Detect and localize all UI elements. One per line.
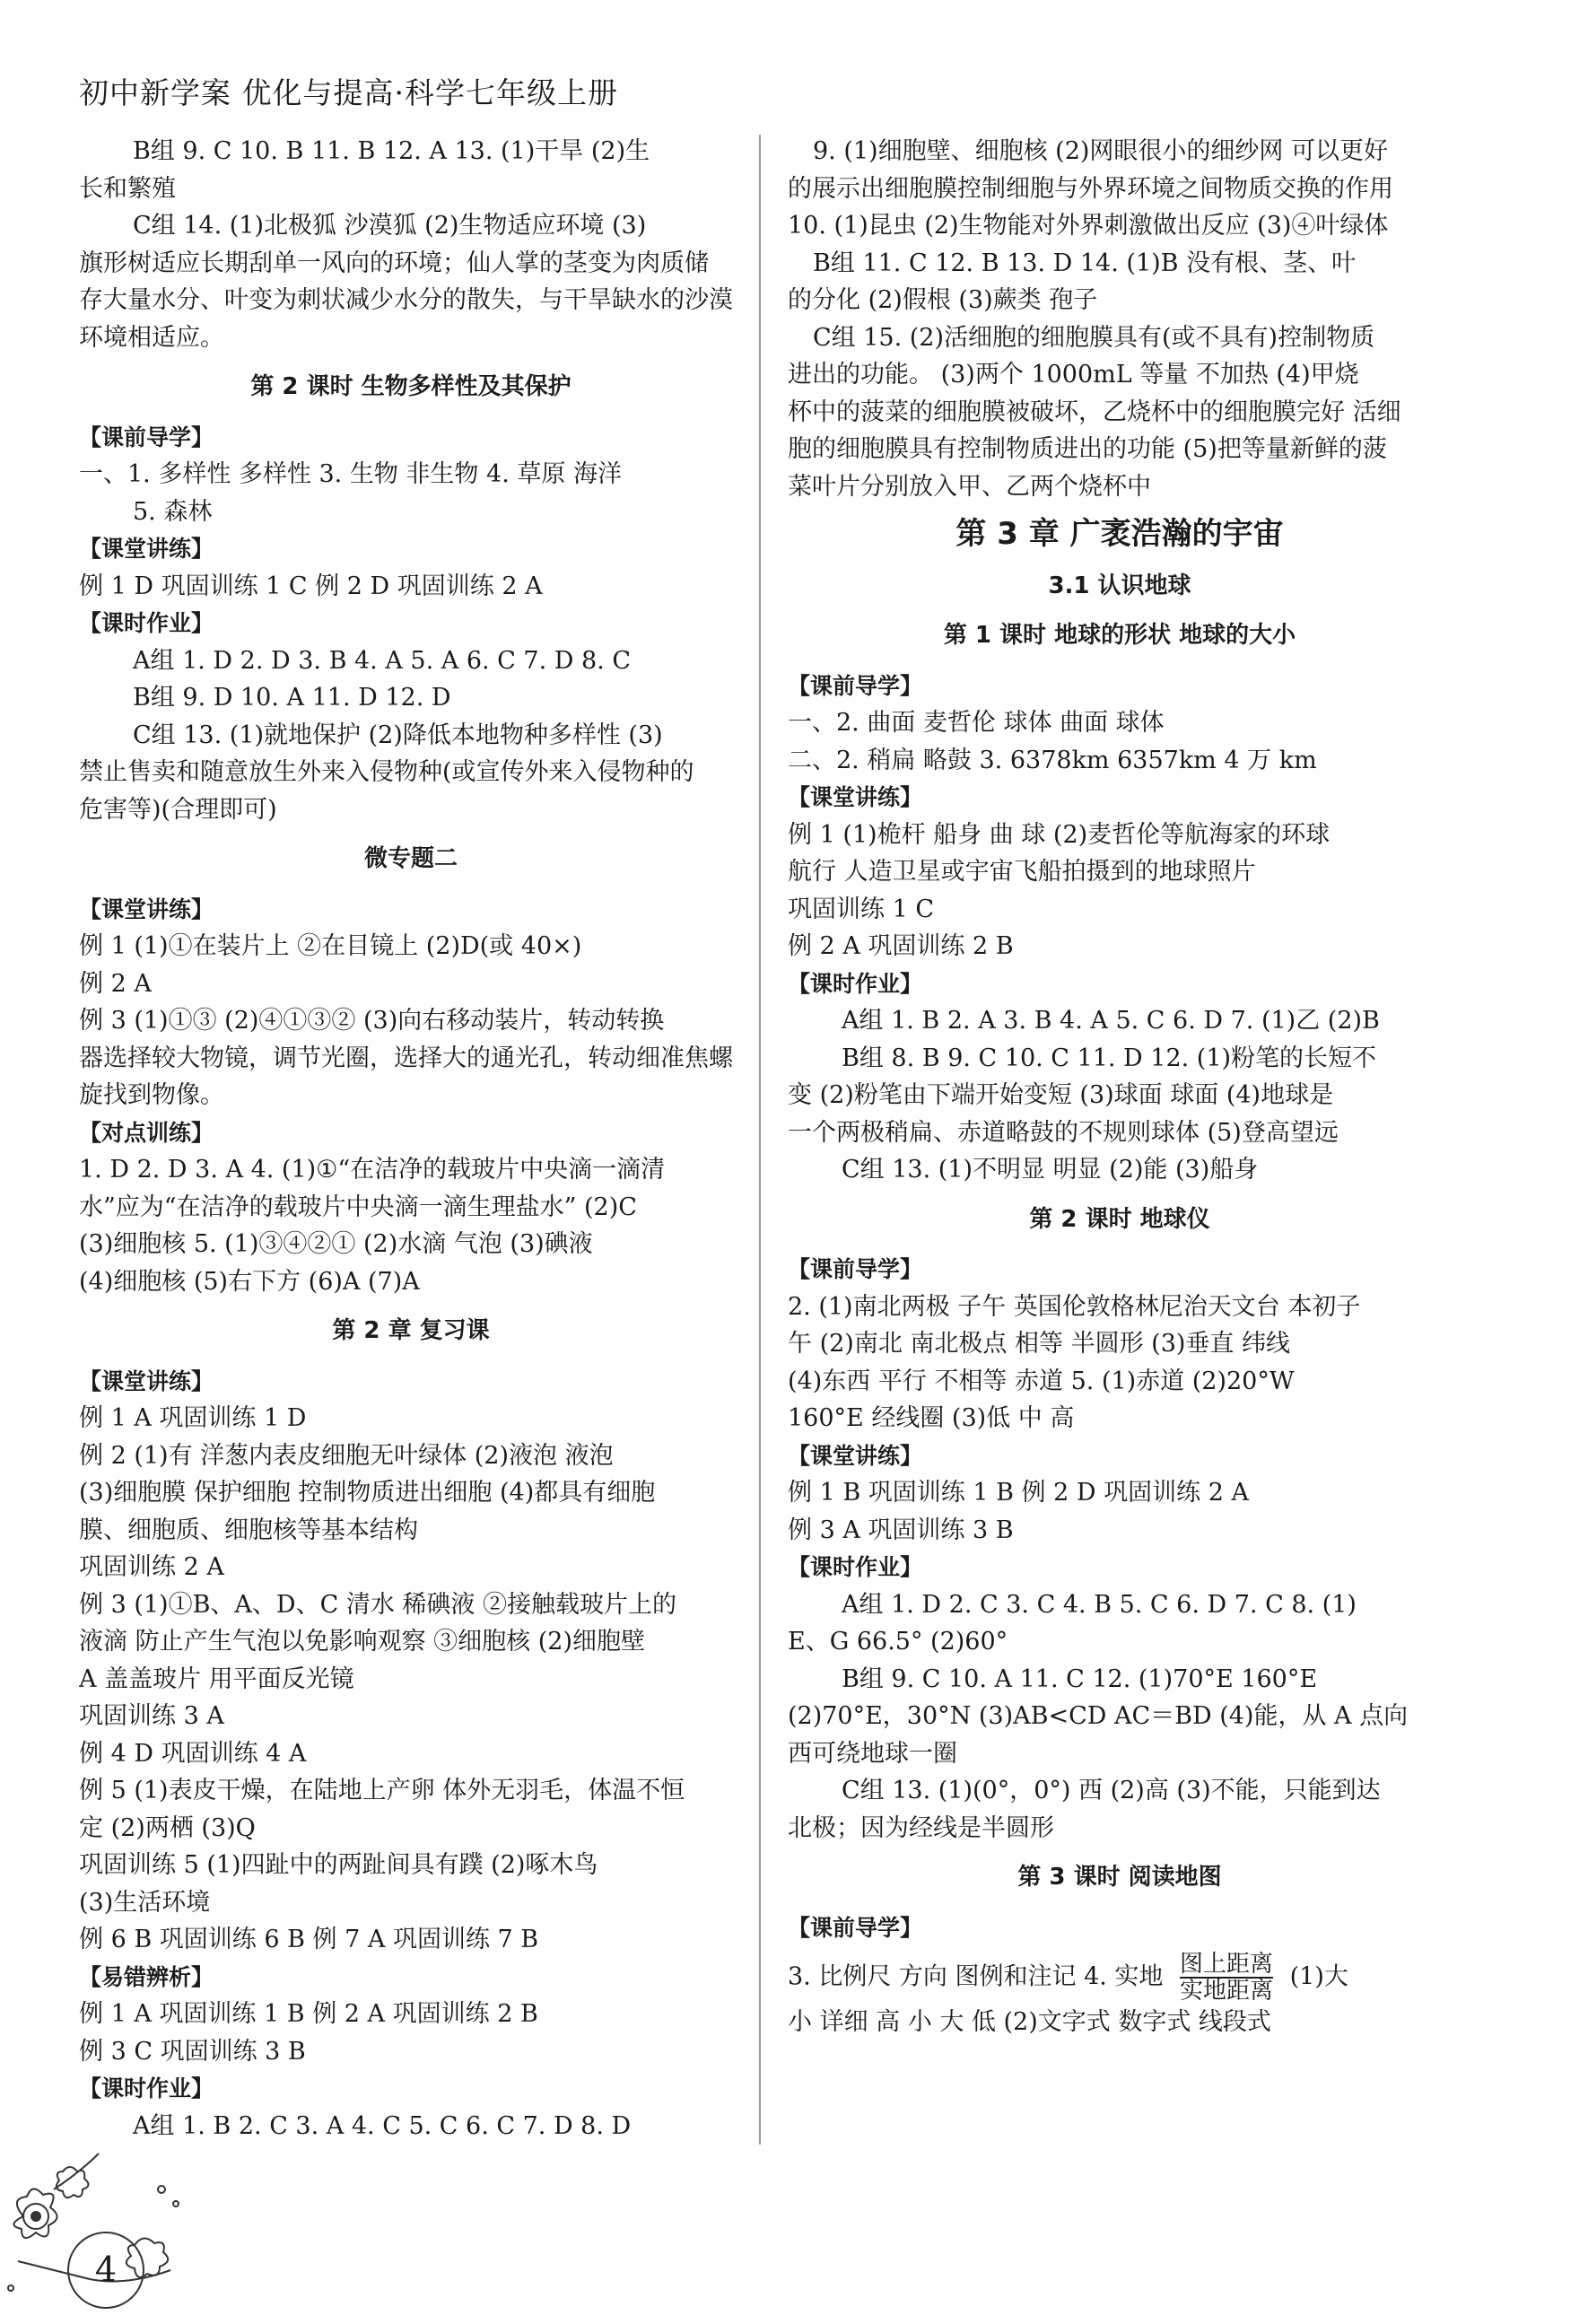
answer-line: E、G 66.5° (2)60° (788, 1628, 1008, 1656)
block-label: 【课堂讲练】 (79, 536, 214, 562)
answer-line: 巩固训练 2 A (79, 1553, 224, 1581)
chapter-heading: 第 3 章 广袤浩瀚的宇宙 (955, 516, 1284, 552)
answer-line: A组 1. D 2. D 3. B 4. A 5. A 6. C 7. D 8. C (133, 646, 632, 675)
answer-line: 杯中的菠菜的细胞膜被破坏，乙烧杯中的细胞膜完好 活细 (788, 398, 1401, 426)
answer-line: 小 详细 高 小 大 低 (2)文字式 数字式 线段式 (788, 2008, 1271, 2036)
answer-line: 禁止售卖和随意放生外来入侵物种(或宣传外来入侵物种的 (79, 758, 694, 786)
answer-line: 存大量水分、叶变为刺状减少水分的散失，与干旱缺水的沙漠 (79, 286, 733, 314)
answer-line: 菜叶片分别放入甲、乙两个烧杯中 (788, 472, 1151, 501)
answer-line: 例 1 A 巩固训练 1 D (79, 1404, 307, 1432)
section-heading: 3.1 认识地球 (1048, 572, 1191, 599)
answer-line: C组 15. (2)活细胞的细胞膜具有(或不具有)控制物质 (813, 323, 1375, 352)
block-label: 【课堂讲练】 (79, 1367, 214, 1394)
answer-line: 例 1 D 巩固训练 1 C 例 2 D 巩固训练 2 A (79, 572, 543, 600)
answer-line: B组 11. C 12. B 13. D 14. (1)B 没有根、茎、叶 (813, 249, 1357, 277)
answer-line: B组 9. C 10. B 11. B 12. A 13. (1)干旱 (2)生 (133, 137, 650, 165)
answer-line: 西可绕地球一圈 (788, 1739, 957, 1768)
right-column (788, 133, 1452, 2041)
answer-line: 旗形树适应长期刮单一风向的环境；仙人掌的茎变为肉质储 (79, 249, 709, 277)
fraction-numerator: 图上距离 (1180, 1952, 1274, 1978)
answer-line: 胞的细胞膜具有控制物质进出的功能 (5)把等量新鲜的菠 (788, 435, 1387, 463)
section-heading: 第 2 课时 生物多样性及其保护 (250, 373, 572, 400)
section-heading: 第 1 课时 地球的形状 地球的大小 (943, 622, 1296, 649)
answer-line: A组 1. B 2. A 3. B 4. A 5. C 6. D 7. (1)乙 (2)B (842, 1007, 1380, 1035)
answer-line: 一、1. 多样性 多样性 3. 生物 非生物 4. 草原 海洋 (79, 460, 622, 488)
fraction-denominator: 实地距离 (1180, 1978, 1274, 2004)
answer-line: 9. (1)细胞壁、细胞核 (2)网眼很小的细纱网 可以更好 (813, 137, 1388, 165)
block-label: 【课堂讲练】 (79, 896, 214, 922)
answer-line: 巩固训练 5 (1)四趾中的两趾间具有蹼 (2)啄木鸟 (79, 1851, 598, 1879)
left-column (79, 133, 743, 2145)
answer-line: 长和繁殖 (79, 174, 176, 203)
page-number-badge (0, 2136, 233, 2320)
answer-line: 进出的功能。 (3)两个 1000mL 等量 不加热 (4)甲烧 (788, 361, 1359, 389)
answer-line: 一、2. 曲面 麦哲伦 球体 曲面 球体 (788, 709, 1165, 737)
answer-line: (2)70°E，30°N (3)AB<CD AC＝BD (4)能，从 A 点向 (788, 1702, 1409, 1730)
answer-line: 器选择较大物镜，调节光圈，选择大的通光孔，转动细准焦螺 (79, 1044, 733, 1072)
answer-line: 巩固训练 3 A (79, 1702, 224, 1730)
answer-line: 例 3 A 巩固训练 3 B (788, 1516, 1014, 1544)
block-label: 【课前导学】 (79, 424, 214, 450)
answer-line: 例 1 (1)桅杆 船身 曲 球 (2)麦哲伦等航海家的环球 (788, 820, 1331, 849)
answer-line: 例 2 A 巩固训练 2 B (788, 932, 1014, 960)
section-heading: 微专题二 (363, 845, 458, 872)
block-label: 【课前导学】 (788, 672, 923, 699)
answer-line: A组 1. B 2. C 3. A 4. C 5. C 6. C 7. D 8. D (133, 2111, 632, 2140)
answer-line: 定 (2)两栖 (3)Q (79, 1813, 256, 1842)
block-label: 【课时作业】 (788, 1554, 923, 1580)
answer-line: 例 1 B 巩固训练 1 B 例 2 D 巩固训练 2 A (788, 1479, 1249, 1507)
answer-line: 160°E 经线圈 (3)低 中 高 (788, 1404, 1075, 1432)
block-label: 【易错辨析】 (79, 1963, 214, 1990)
answer-line: 例 3 C 巩固训练 3 B (79, 2037, 306, 2066)
column-divider (759, 135, 761, 2145)
answer-line: 5. 森林 (133, 497, 213, 526)
block-label: 【对点训练】 (79, 1119, 214, 1146)
answer-line: 10. (1)昆虫 (2)生物能对外界刺激做出反应 (3)④叶绿体 (788, 212, 1389, 240)
answer-line: 旋找到物像。 (79, 1081, 224, 1109)
block-label: 【课前导学】 (788, 1256, 923, 1282)
answer-line: 例 4 D 巩固训练 4 A (79, 1739, 307, 1768)
block-label: 【课堂讲练】 (788, 1442, 923, 1469)
answer-text-before: 3. 比例尺 方向 图例和注记 4. 实地 (788, 1962, 1164, 1991)
answer-line: 环境相适应。 (79, 323, 224, 352)
section-heading: 第 2 课时 地球仪 (1029, 1205, 1210, 1233)
answer-line: 例 1 A 巩固训练 1 B 例 2 A 巩固训练 2 B (79, 2000, 538, 2028)
answer-line: (4)东西 平行 不相等 赤道 5. (1)赤道 (2)20°W (788, 1367, 1295, 1395)
answer-line: 例 3 (1)①③ (2)④①③② (3)向右移动装片，转动转换 (79, 1007, 665, 1035)
answer-line: 2. (1)南北两极 子午 英国伦敦格林尼治天文台 本初子 (788, 1292, 1361, 1321)
answer-line: A 盖盖玻片 用平面反光镜 (79, 1664, 354, 1693)
block-label: 【课时作业】 (788, 970, 923, 997)
answer-line: 的展示出细胞膜控制细胞与外界环境之间物质交换的作用 (788, 174, 1393, 203)
page-header-title: 初中新学案 优化与提高·科学七年级上册 (79, 75, 618, 110)
answer-line: 1. D 2. D 3. A 4. (1)①“在洁净的载玻片中央滴一滴清 (79, 1156, 666, 1184)
right-column-body (788, 133, 1452, 1946)
answer-line: 巩固训练 1 C (788, 895, 935, 923)
answer-line: A组 1. D 2. C 3. C 4. B 5. C 6. D 7. C 8. (1) (842, 1590, 1357, 1619)
answer-line: C组 13. (1)就地保护 (2)降低本地物种多样性 (3) (133, 721, 663, 749)
answer-line: B组 8. B 9. C 10. C 11. D 12. (1)粉笔的长短不 (842, 1044, 1377, 1072)
answer-line: B组 9. C 10. A 11. C 12. (1)70°E 160°E (842, 1664, 1318, 1693)
answer-line: 液滴 防止产生气泡以免影响观察 ③细胞核 (2)细胞壁 (79, 1628, 645, 1656)
block-label: 【课时作业】 (79, 2075, 214, 2101)
answer-line: (4)细胞核 (5)右下方 (6)A (7)A (79, 1267, 420, 1296)
block-label: 【课前导学】 (788, 1914, 923, 1941)
answer-line: 一个两极稍扁、赤道略鼓的不规则球体 (5)登高望远 (788, 1118, 1339, 1147)
answer-line: 的分化 (2)假根 (3)蕨类 孢子 (788, 286, 1098, 314)
answer-line: 午 (2)南北 南北极点 相等 半圆形 (3)垂直 纬线 (788, 1330, 1290, 1358)
answer-line: 变 (2)粉笔由下端开始变短 (3)球面 球面 (4)地球是 (788, 1081, 1334, 1109)
answer-line: 膜、细胞质、细胞核等基本结构 (79, 1516, 418, 1544)
page-number: 4 (94, 2250, 118, 2289)
section-heading: 第 3 课时 阅读地图 (1017, 1864, 1222, 1891)
answer-text-after: (1)大 (1289, 1962, 1348, 1991)
block-label: 【课堂讲练】 (788, 784, 923, 810)
answer-line: (3)生活环境 (79, 1888, 211, 1917)
answer-line: 例 1 (1)①在装片上 ②在目镜上 (2)D(或 40×) (79, 932, 582, 960)
answer-line: 危害等)(合理即可) (79, 795, 277, 824)
answer-line: 例 2 (1)有 洋葱内表皮细胞无叶绿体 (2)液泡 液泡 (79, 1441, 614, 1470)
answer-line: 北极；因为经线是半圆形 (788, 1813, 1054, 1842)
answer-line: (3)细胞核 5. (1)③④②① (2)水滴 气泡 (3)碘液 (79, 1230, 593, 1258)
answer-line: C组 13. (1)不明显 明显 (2)能 (3)船身 (842, 1156, 1259, 1184)
answer-line: B组 9. D 10. A 11. D 12. D (133, 684, 451, 712)
answer-line: C组 14. (1)北极狐 沙漠狐 (2)生物适应环境 (3) (133, 212, 647, 240)
scale-fraction (1180, 1952, 1273, 2004)
answer-line: 例 2 A (79, 969, 152, 998)
answer-line: 二、2. 稍扁 略鼓 3. 6378km 6357km 4 万 km (788, 746, 1317, 774)
block-label: 【课时作业】 (79, 610, 214, 636)
flower-ornament-icon (0, 2136, 233, 2320)
answer-line: 水”应为“在洁净的载玻片中央滴一滴生理盐水” (2)C (79, 1193, 637, 1221)
answer-line: 例 3 (1)①B、A、D、C 清水 稀碘液 ②接触载玻片上的 (79, 1590, 676, 1619)
answer-line: 航行 人造卫星或宇宙飞船拍摄到的地球照片 (788, 858, 1256, 886)
answer-line-fraction (788, 1952, 1452, 2004)
section-heading: 第 2 章 复习课 (332, 1317, 490, 1344)
answer-line: (3)细胞膜 保护细胞 控制物质进出细胞 (4)都具有细胞 (79, 1479, 656, 1507)
answer-line: 例 5 (1)表皮干燥，在陆地上产卵 体外无羽毛，体温不恒 (79, 1777, 685, 1804)
answer-line: C组 13. (1)(0°，0°) 西 (2)高 (3)不能，只能到达 (842, 1777, 1381, 1804)
answer-line: 例 6 B 巩固训练 6 B 例 7 A 巩固训练 7 B (79, 1926, 539, 1953)
